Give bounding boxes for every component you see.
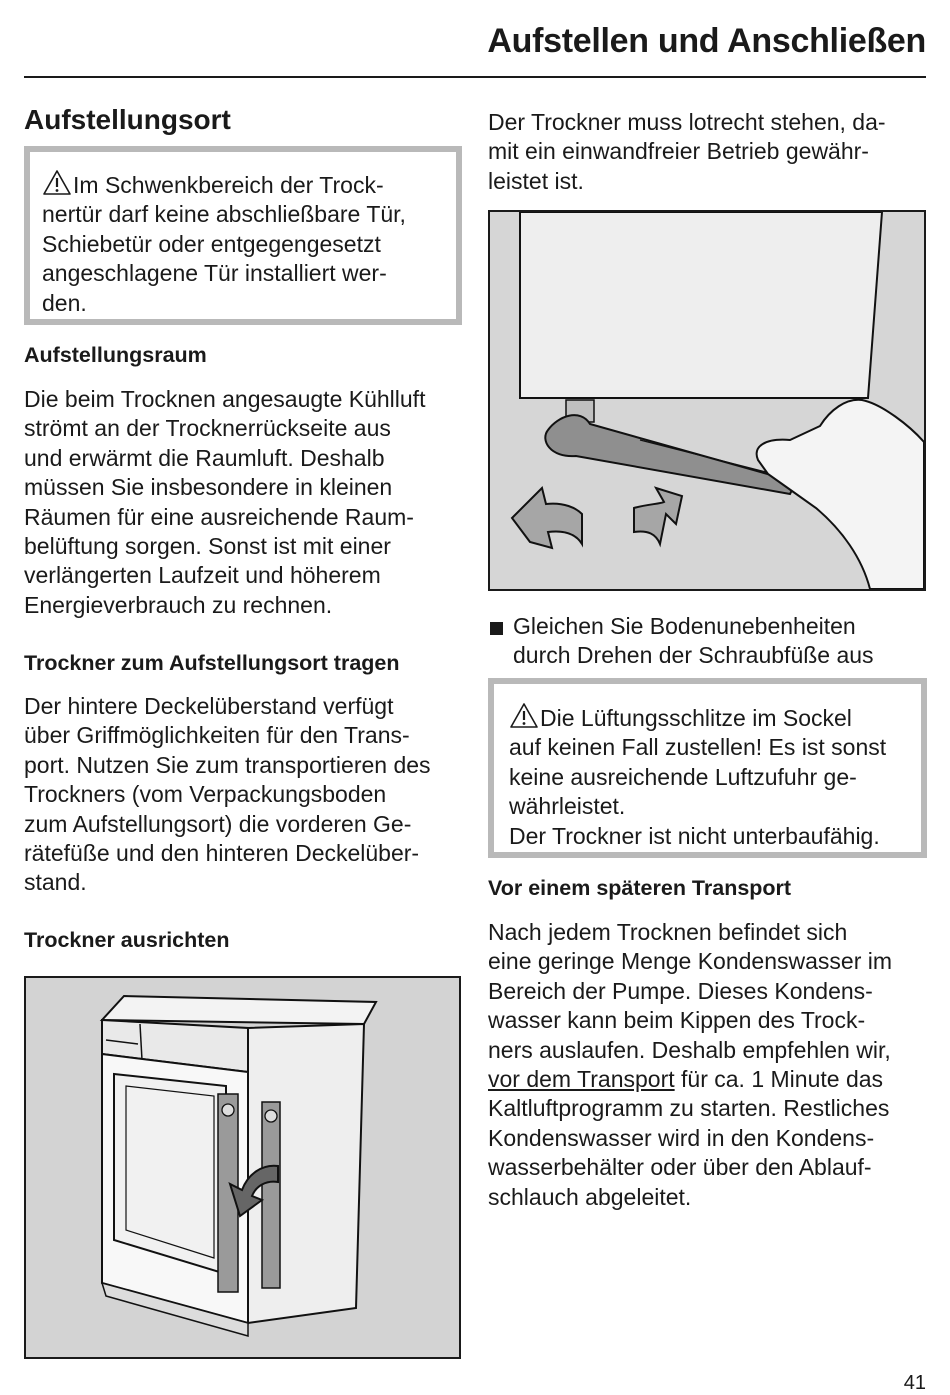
heading-tragen: Trockner zum Aufstellungsort tragen	[24, 651, 400, 675]
text-line: Kondenswasser wird in den Kondens-	[488, 1124, 875, 1151]
warning-line: auf keinen Fall zustellen! Es ist sonst	[509, 734, 887, 761]
text-line: leistet ist.	[488, 167, 584, 194]
warning-line: Der Trockner ist nicht unterbaufähig.	[509, 822, 880, 849]
warning-line	[42, 169, 452, 200]
text-line: Nach jedem Trocknen befindet sich	[488, 919, 848, 945]
heading-aufstellungsraum: Aufstellungsraum	[24, 343, 207, 367]
warning-line: währleistet.	[509, 793, 626, 820]
text-line: stand.	[24, 869, 87, 896]
text-line: Räumen für eine ausreichende Raum-	[24, 503, 414, 530]
text-line: strömt an der Trocknerrückseite aus	[24, 415, 391, 442]
page-header-title: Aufstellen und Anschließen	[487, 22, 926, 60]
text-line: Der Trockner muss lotrecht stehen, da-	[488, 109, 886, 135]
text-line: wasser kann beim Kippen des Trock-	[488, 1007, 866, 1034]
dryer-illustration	[24, 976, 461, 1359]
bullet-square-icon	[490, 622, 503, 635]
header-rule	[24, 76, 926, 78]
text-line: port. Nutzen Sie zum transportieren des	[24, 751, 431, 778]
text-line: verlängerten Laufzeit und höherem	[24, 562, 381, 589]
heading-transport: Vor einem späteren Transport	[488, 876, 792, 900]
warning-box-ventilation	[488, 678, 927, 858]
text-line: wasserbehälter oder über den Ablauf-	[488, 1154, 872, 1181]
text-line: schlauch abgeleitet.	[488, 1183, 692, 1210]
text-line: eine geringe Menge Kondenswasser im	[488, 948, 893, 975]
text-line: müssen Sie insbesondere in kleinen	[24, 474, 393, 501]
text-line: mit ein einwandfreier Betrieb gewähr-	[488, 138, 869, 165]
warning-triangle-icon	[42, 169, 72, 196]
text-line: zum Aufstellungsort) die vorderen Ge-	[24, 810, 412, 837]
warning-line: nertür darf keine abschließbare Tür,	[42, 201, 406, 228]
warning-line	[509, 702, 886, 733]
warning-line: keine ausreichende Luftzufuhr ge-	[509, 763, 857, 790]
warning-text	[509, 702, 886, 851]
warning-line-text: Die Lüftungsschlitze im Sockel	[540, 705, 852, 731]
paragraph-lotrecht	[488, 108, 886, 196]
text-line: Bereich der Pumpe. Dieses Kondens-	[488, 977, 873, 1004]
warning-line: angeschlagene Tür installiert wer-	[42, 260, 387, 287]
warning-text	[42, 169, 452, 318]
text-line: Der hintere Deckelüberstand verfügt	[24, 693, 394, 719]
wrench-drawing	[490, 212, 924, 589]
cross-reference-link[interactable]: vor dem Transport	[488, 1066, 675, 1093]
dryer-drawing	[26, 978, 459, 1357]
paragraph-transport	[488, 918, 892, 1212]
text-line: belüftung sorgen. Sonst ist mit einer	[24, 533, 391, 560]
section-title: Aufstellungsort	[24, 104, 231, 135]
text-line: Kaltluftprogramm zu starten. Restliches	[488, 1095, 890, 1122]
text-line-rest: für ca. 1 Minute das	[674, 1066, 884, 1093]
text-line: Die beim Trocknen angesaugte Kühlluft	[24, 386, 426, 412]
text-line: und erwärmt die Raumluft. Deshalb	[24, 444, 385, 471]
warning-triangle-icon	[509, 702, 539, 729]
heading-ausrichten: Trockner ausrichten	[24, 928, 230, 952]
text-line	[488, 1065, 892, 1094]
warning-line-text: Im Schwenkbereich der Trock-	[73, 172, 384, 198]
warning-line: den.	[42, 289, 87, 316]
paragraph-tragen	[24, 692, 431, 898]
bullet-text	[513, 612, 874, 671]
page-number: 41	[903, 1372, 926, 1394]
text-line: Energieverbrauch zu rechnen.	[24, 591, 333, 618]
text-line: Gleichen Sie Bodenunebenheiten	[513, 613, 856, 639]
text-line: durch Drehen der Schraubfüße aus	[513, 642, 874, 669]
paragraph-aufstellungsraum	[24, 385, 425, 620]
text-line: über Griffmöglichkeiten für den Trans-	[24, 722, 410, 749]
text-line: Trockners (vom Verpackungsboden	[24, 781, 387, 808]
wrench-illustration	[488, 210, 926, 591]
warning-line: Schiebetür oder entgegengesetzt	[42, 230, 381, 257]
text-line: ners auslaufen. Deshalb empfehlen wir,	[488, 1036, 891, 1063]
warning-box-door	[24, 146, 462, 325]
text-line: rätefüße und den hinteren Deckelüber-	[24, 840, 420, 867]
